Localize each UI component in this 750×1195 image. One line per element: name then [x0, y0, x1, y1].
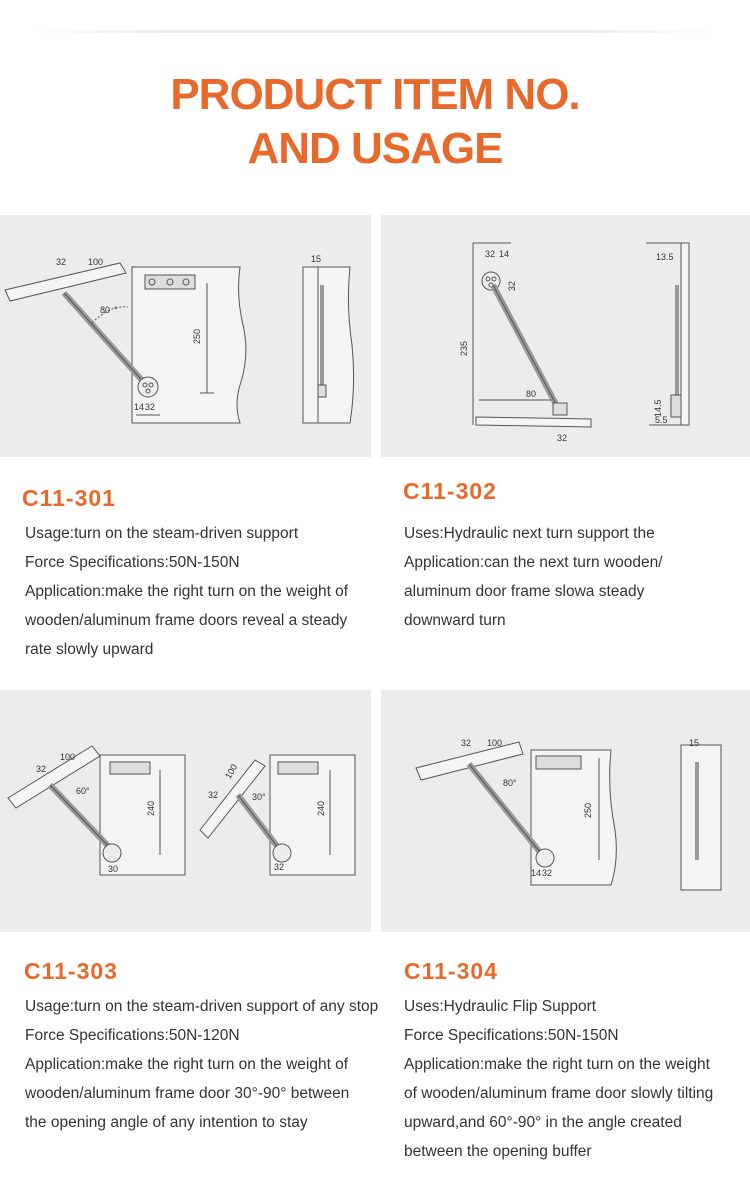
description-line: upward,and 60°-90° in the angle created	[404, 1114, 682, 1131]
dim-label: 100	[60, 752, 76, 762]
diagram-c11-302	[381, 215, 750, 457]
description-line: Application:can the next turn wooden/	[404, 554, 663, 571]
dim-label: 13.5	[656, 252, 674, 262]
product-description-c11-301	[25, 519, 348, 664]
top-divider	[30, 30, 720, 33]
description-line: Application:make the right turn on the weight	[404, 1056, 710, 1073]
product-code-c11-303: C11-303	[24, 958, 118, 984]
description-line: wooden/aluminum frame door 30°-90° between	[25, 1085, 350, 1102]
dim-label: 80	[100, 305, 111, 315]
description-line: downward turn	[404, 612, 506, 629]
dim-label: 100	[487, 738, 503, 748]
description-line: Uses:Hydraulic Flip Support	[404, 998, 597, 1015]
description-line: Application:make the right turn on the weight of	[25, 583, 349, 600]
description-line: Application:make the right turn on the weight of	[25, 1056, 349, 1073]
diagram-c11-303	[0, 690, 371, 932]
description-line: Usage:turn on the steam-driven support	[25, 525, 299, 542]
dim-label: 15	[689, 738, 700, 748]
dim-label: 240	[146, 800, 156, 816]
diagram-c11-301-drawing	[0, 215, 371, 457]
description-line: between the opening buffer	[404, 1143, 592, 1160]
product-code-c11-301: C11-301	[22, 485, 116, 511]
dim-label: 235	[459, 340, 469, 356]
title-line-2: AND USAGE	[247, 124, 503, 173]
description-line: Force Specifications:50N-150N	[404, 1027, 619, 1044]
dim-label: 80	[526, 389, 537, 399]
dim-label: 30°	[252, 792, 266, 802]
description-line: Usage:turn on the steam-driven support of any stop	[25, 998, 379, 1015]
dim-label: 32	[274, 862, 285, 872]
dim-label: 80°	[503, 778, 517, 788]
description-line: Force Specifications:50N-150N	[25, 554, 240, 571]
diagram-c11-304-drawing	[381, 690, 750, 932]
description-line: of wooden/aluminum frame door slowly tilting	[404, 1085, 714, 1102]
dim-label: 32	[145, 402, 156, 412]
dim-label: 14	[499, 249, 510, 259]
diagram-c11-302-drawing	[381, 215, 750, 457]
page-title	[0, 68, 750, 176]
description-line: aluminum door frame slowa steady	[404, 583, 645, 600]
dim-label: 14.5	[653, 399, 663, 417]
dim-label: 32	[485, 249, 496, 259]
dim-label: 30	[108, 864, 119, 874]
dim-label: 100	[88, 257, 104, 267]
dim-label: 100	[223, 762, 240, 781]
product-description-c11-304	[404, 992, 713, 1166]
diagram-c11-304	[381, 690, 750, 932]
dim-label: 60°	[76, 786, 90, 796]
dim-label: 250	[192, 328, 202, 344]
dim-label: 5.5	[655, 415, 668, 425]
description-line: the opening angle of any intention to stay	[25, 1114, 308, 1131]
product-code-c11-302: C11-302	[403, 478, 497, 504]
dim-label: 32	[507, 280, 517, 291]
description-line: Force Specifications:50N-120N	[25, 1027, 240, 1044]
description-line: rate slowly upward	[25, 641, 154, 658]
diagram-c11-301	[0, 215, 371, 457]
product-description-c11-303	[25, 992, 378, 1137]
description-line: wooden/aluminum frame doors reveal a steady	[25, 612, 348, 629]
title-line-1: PRODUCT ITEM NO.	[170, 70, 580, 119]
product-code-c11-304: C11-304	[404, 958, 498, 984]
dim-label: 32	[56, 257, 67, 267]
dim-label: 32	[542, 868, 553, 878]
dim-label: 32	[461, 738, 472, 748]
dim-label: °	[114, 305, 118, 315]
product-description-c11-302	[404, 519, 663, 635]
dim-label: 32	[557, 433, 568, 443]
dim-label: 240	[316, 800, 326, 816]
diagram-c11-303-drawing	[0, 690, 371, 932]
dim-label: 14	[134, 402, 145, 412]
dim-label: 14	[531, 868, 542, 878]
dim-label: 32	[36, 764, 47, 774]
dim-label: 32	[208, 790, 219, 800]
dim-label: 250	[583, 802, 593, 818]
dim-label: 15	[311, 254, 322, 264]
description-line: Uses:Hydraulic next turn support the	[404, 525, 655, 542]
